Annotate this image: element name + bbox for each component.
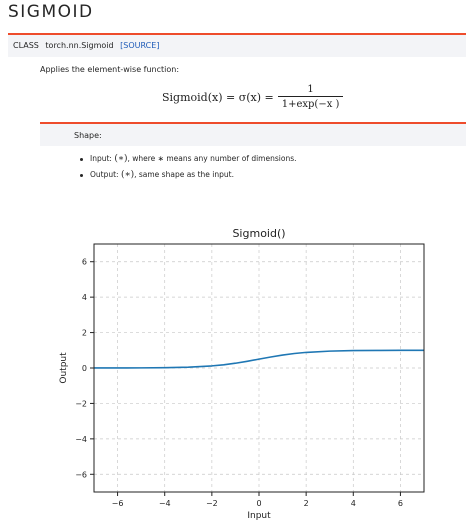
shape-item-prefix: Input: [90,154,115,163]
y-tick-label: 2 [81,328,87,338]
class-signature-bar [8,35,466,57]
shape-list [78,154,296,186]
y-axis-label: Output [59,352,69,384]
class-tag: CLASS [13,41,39,50]
x-axis-label: Input [247,511,271,521]
shape-item-text: , same shape as the input. [134,170,234,179]
shape-label: Shape: [74,131,102,140]
shape-item-symbol: (∗) [114,154,128,164]
x-tick-label: −2 [205,499,218,508]
x-tick-label: −6 [111,499,124,508]
tick-layer [75,258,403,508]
class-name: torch.nn.Sigmoid [45,41,114,50]
function-description: Applies the element-wise function: [40,65,180,74]
shape-item-symbol: (∗) [120,170,135,180]
y-tick-label: −6 [75,470,87,480]
x-tick-label: 4 [350,499,356,508]
source-link[interactable]: [SOURCE] [120,41,160,50]
chart-title: Sigmoid() [232,227,286,240]
page-title: SIGMOID [8,2,94,22]
y-tick-label: −4 [75,434,87,444]
x-tick-label: 2 [303,499,309,508]
y-tick-label: 6 [81,257,87,267]
x-tick-label: 0 [256,499,262,508]
shape-item-output [78,170,296,180]
y-tick-label: −2 [75,399,87,409]
shape-section-header [40,124,466,146]
formula-numerator: 1 [307,84,314,95]
x-tick-label: 6 [397,499,403,508]
shape-item-input [78,154,296,164]
formula-fraction [278,84,344,110]
sigmoid-chart [48,222,428,522]
shape-item-text: , where ∗ means any number of dimensions. [127,154,297,163]
y-tick-label: 0 [81,364,87,373]
sigmoid-formula [162,82,343,112]
formula-lhs: Sigmoid(x) = σ(x) = [162,90,274,104]
formula-denominator: 1+exp(−x ) [281,99,340,110]
y-tick-label: 4 [81,293,87,303]
shape-item-prefix: Output: [90,170,121,179]
x-tick-label: −4 [158,499,171,508]
